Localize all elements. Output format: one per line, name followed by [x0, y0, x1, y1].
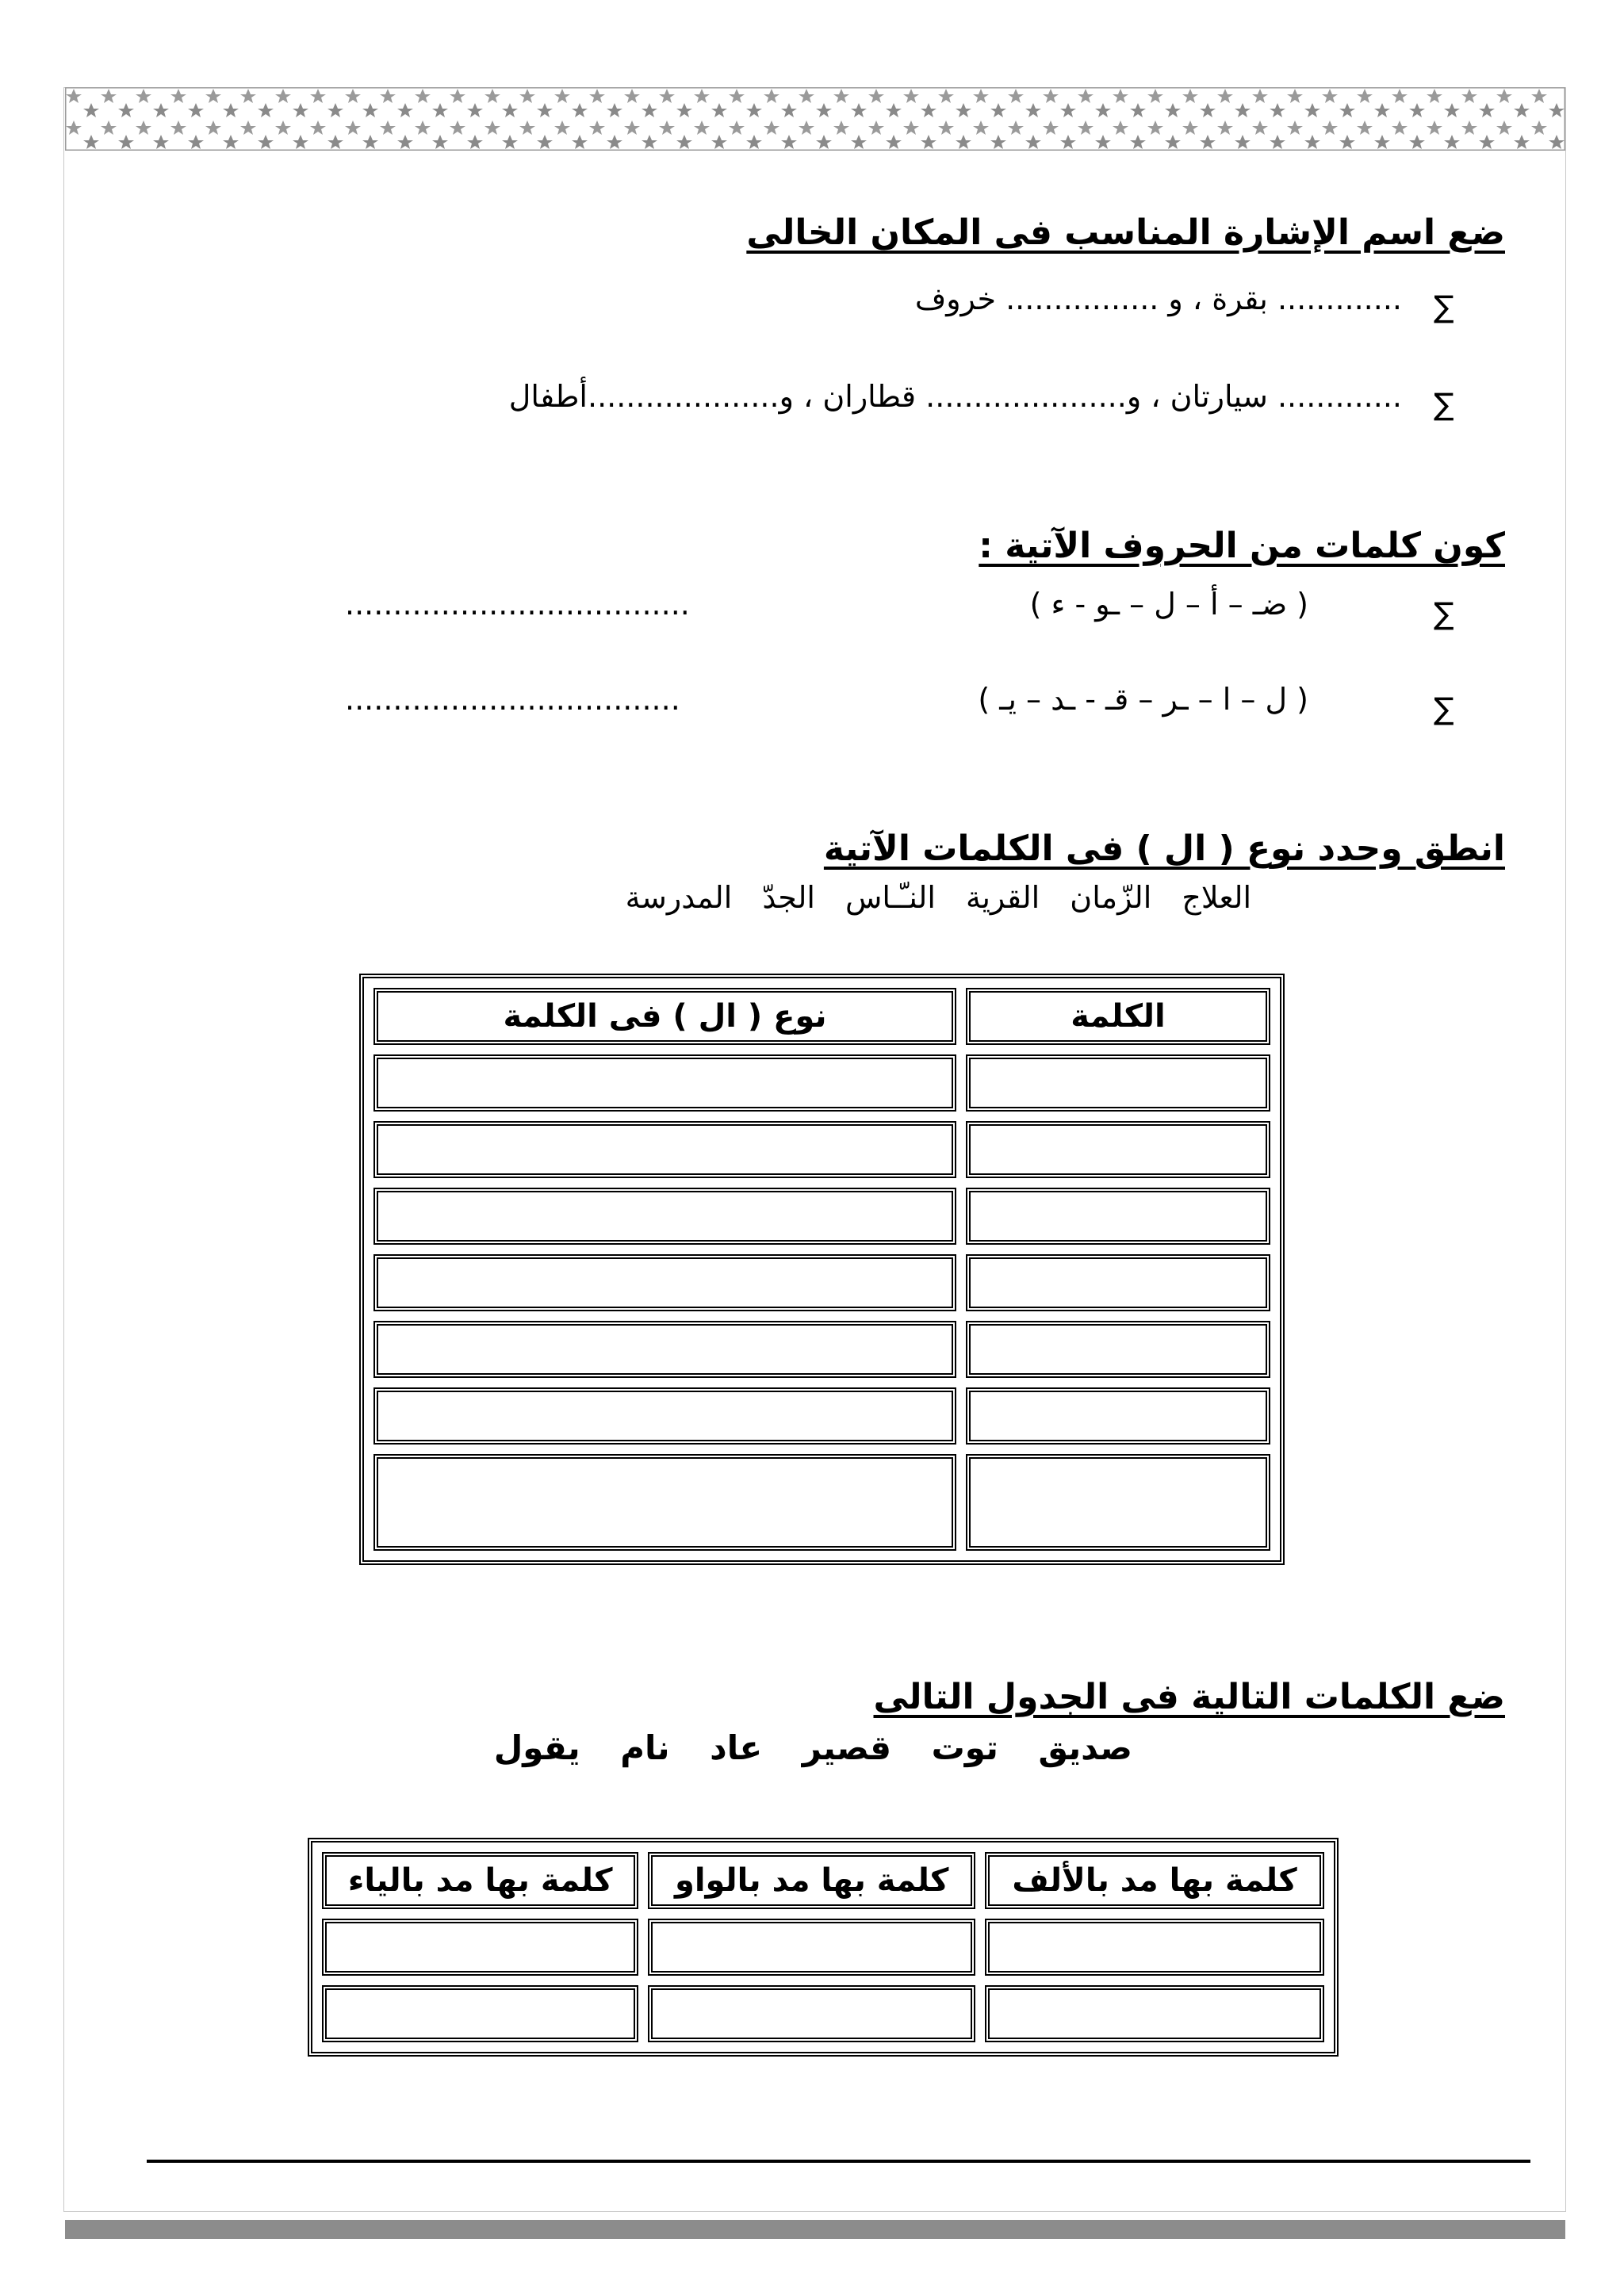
madd-table	[308, 1838, 1339, 2057]
section2-item1-answer: ....................................	[345, 587, 690, 622]
bullet-icon: ∑	[1434, 596, 1454, 631]
answer-cell[interactable]	[373, 1387, 956, 1445]
table-row	[373, 1454, 1270, 1551]
section2-item1-letters: ( ضـ – أ – ل – ـو - ء )	[1029, 587, 1308, 622]
table-row	[373, 1254, 1270, 1311]
bullet-icon: ∑	[1434, 691, 1454, 726]
section4-heading: ضع الكلمات التالية فى الجدول التالى	[873, 1677, 1505, 1717]
section3-word-list: العلاج الزّمان القرية النـّـاس الجدّ المدرسة	[625, 880, 1251, 915]
section2-heading: كون كلمات من الحروف الآتية :	[979, 526, 1505, 566]
answer-cell[interactable]	[648, 1919, 975, 1976]
answer-cell[interactable]	[373, 1254, 956, 1311]
col-header-word: الكلمة	[966, 988, 1270, 1045]
section2-item2-answer: ...................................	[345, 682, 680, 717]
answer-cell[interactable]	[985, 1985, 1324, 2042]
table-row	[373, 1054, 1270, 1112]
answer-cell[interactable]	[648, 1985, 975, 2042]
al-type-table	[359, 974, 1285, 1565]
answer-cell[interactable]	[966, 1121, 1270, 1178]
answer-cell[interactable]	[966, 1188, 1270, 1245]
col-header-waw: كلمة بها مد بالواو	[648, 1852, 975, 1909]
section4-word-list: صديق توت قصير عاد نام يقول	[493, 1728, 1132, 1767]
answer-cell[interactable]	[373, 1121, 956, 1178]
table-header-row	[322, 1852, 1324, 1909]
answer-cell[interactable]	[373, 1321, 956, 1378]
footer-divider	[147, 2160, 1530, 2163]
col-header-alef: كلمة بها مد بالألف	[985, 1852, 1324, 1909]
answer-cell[interactable]	[966, 1254, 1270, 1311]
section1-line2: ............. سيارتان ، و..................... قطاران ، و....................أطفال	[508, 379, 1402, 414]
answer-cell[interactable]	[966, 1387, 1270, 1445]
section3-heading: انطق وحدد نوع ( ال ) فى الكلمات الآتية	[823, 828, 1505, 869]
table-row	[322, 1919, 1324, 1976]
star-border-banner	[65, 87, 1565, 151]
answer-cell[interactable]	[373, 1454, 956, 1551]
section2-item2-letters: ( ل – ا – ـر – قـ - ـد – يـ )	[978, 682, 1308, 717]
table-row	[322, 1985, 1324, 2042]
col-header-yaa: كلمة بها مد بالياء	[322, 1852, 638, 1909]
table-header-row	[373, 988, 1270, 1045]
answer-cell[interactable]	[322, 1985, 638, 2042]
table-row	[373, 1321, 1270, 1378]
answer-cell[interactable]	[966, 1054, 1270, 1112]
table-row	[373, 1387, 1270, 1445]
star-pattern-icon	[65, 87, 1565, 151]
bullet-icon: ∑	[1434, 289, 1454, 324]
table-row	[373, 1121, 1270, 1178]
answer-cell[interactable]	[373, 1188, 956, 1245]
bullet-icon: ∑	[1434, 387, 1454, 422]
section1-heading: ضع اسم الإشارة المناسب فى المكان الخالى	[746, 212, 1505, 253]
answer-cell[interactable]	[966, 1321, 1270, 1378]
answer-cell[interactable]	[985, 1919, 1324, 1976]
table-row	[373, 1188, 1270, 1245]
col-header-al-type: نوع ( ال ) فى الكلمة	[373, 988, 956, 1045]
answer-cell[interactable]	[966, 1454, 1270, 1551]
bottom-gray-bar	[65, 2220, 1565, 2239]
answer-cell[interactable]	[373, 1054, 956, 1112]
section1-line1: ............. بقرة ، و ................ خروف	[914, 281, 1402, 316]
answer-cell[interactable]	[322, 1919, 638, 1976]
